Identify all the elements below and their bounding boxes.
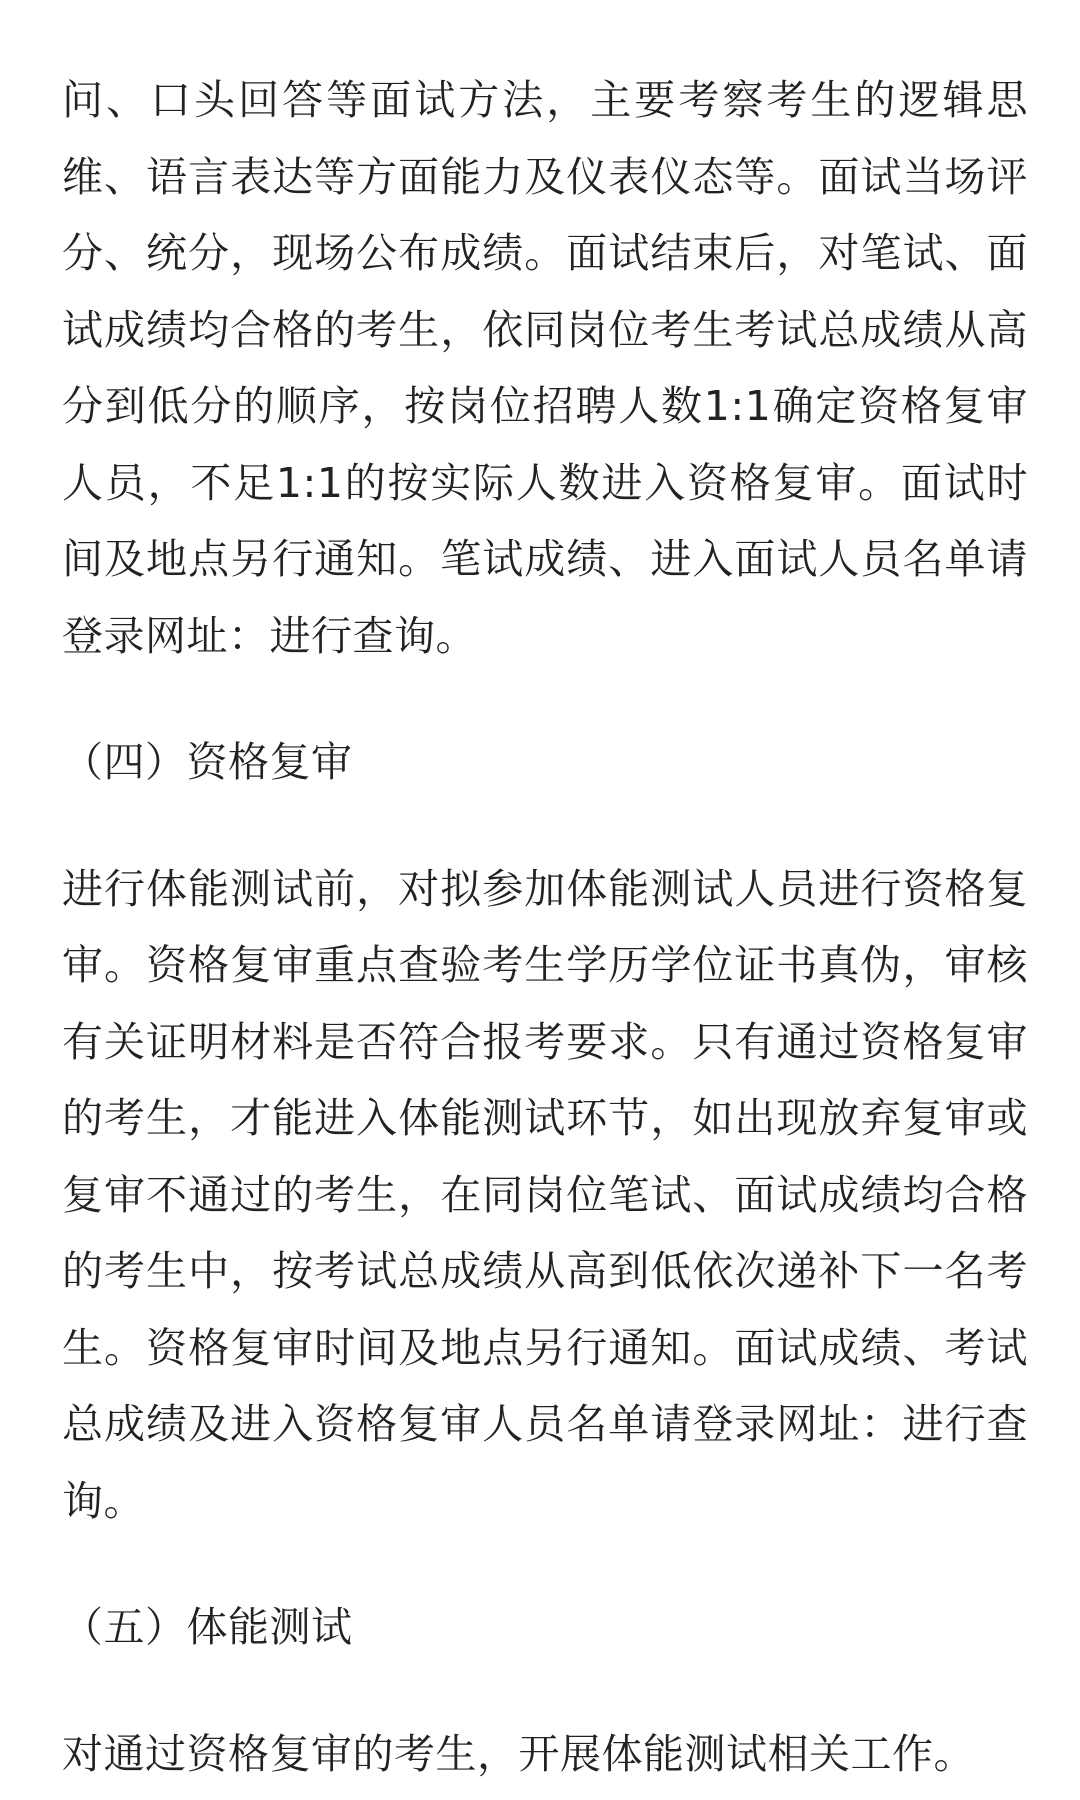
- heading-physical-test: （五）体能测试: [62, 1603, 353, 1651]
- article-body: [62, 62, 1028, 1792]
- paragraph-interview: 问、口头回答等面试方法，主要考察考生的逻辑思维、语言表达等方面能力及仪表仪态等。面试当场评分、统分，现场公布成绩。面试结束后，对笔试、面试成绩均合格的考生，依同岗位考生考试总成绩从高分到低分的顺序，按岗位招聘人数1:1确定资格复审人员，不足1:1的按实际人数进入资格复审。面试时间及地点另行通知。笔试成绩、进入面试人员名单请登录网址：进行查询。: [62, 76, 1028, 660]
- paragraph-physical-test: 对通过资格复审的考生，开展体能测试相关工作。: [62, 1729, 975, 1778]
- heading-qualification-review: （四）资格复审: [62, 738, 353, 786]
- paragraph-qualification-review: 进行体能测试前，对拟参加体能测试人员进行资格复审。资格复审重点查验考生学历学位证书真伪，审核有关证明材料是否符合报考要求。只有通过资格复审的考生，才能进入体能测试环节，如出现放弃复审或复审不通过的考生，在同岗位笔试、面试成绩均合格的考生中，按考试总成绩从高到低依次递补下一名考生。资格复审时间及地点另行通知。面试成绩、考试总成绩及进入资格复审人员名单请登录网址：进行查询。: [62, 864, 1028, 1525]
- section-gap: [62, 801, 1028, 851]
- section-gap: [62, 674, 1028, 724]
- section-gap: [62, 1666, 1028, 1716]
- section-gap: [62, 1539, 1028, 1589]
